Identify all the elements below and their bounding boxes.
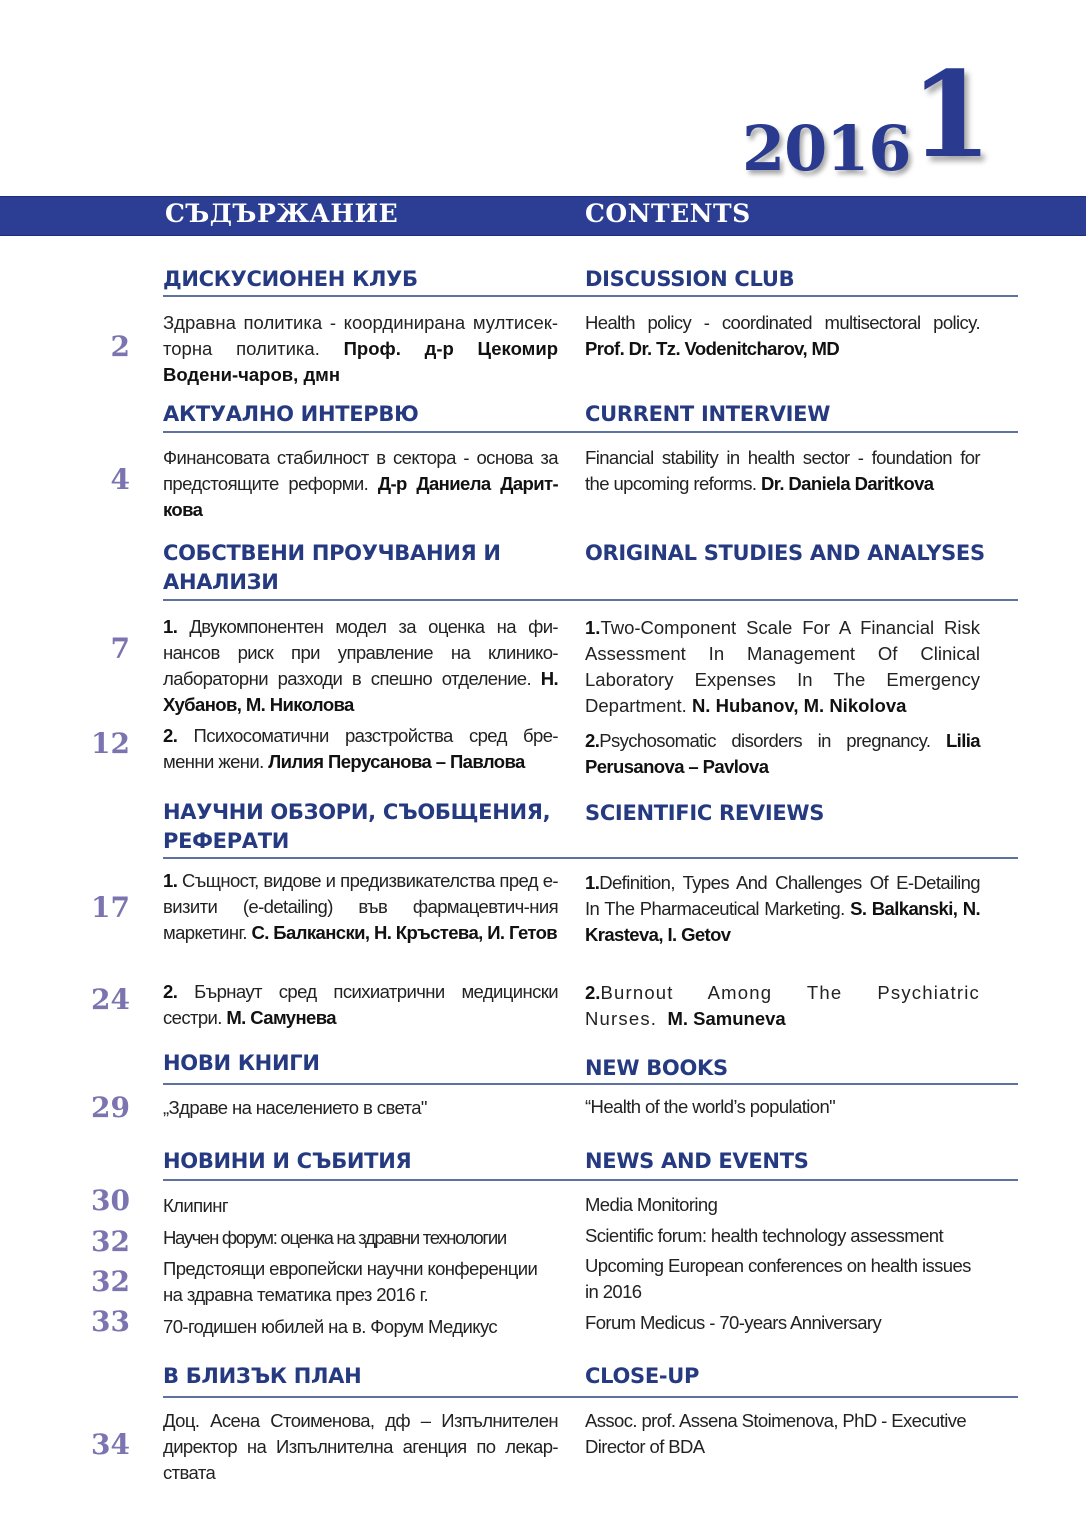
page-number[interactable]: 34 [91,1428,130,1461]
page-number[interactable]: 7 [110,632,130,665]
issue-number: 1 [910,45,993,184]
toc-entry-en[interactable]: Media Monitoring [585,1194,718,1215]
section-heading-bg: НОВИНИ И СЪБИТИЯ [163,1149,412,1173]
section-divider [163,599,585,601]
toc-entry-bg[interactable]: Клипинг [163,1195,229,1216]
entry-title: Психосоматични разстройства сред бре-менни жени. [163,725,558,772]
entry-authors: Lilia Perusanova – Pavlova [585,730,980,777]
entry-authors: S. Balkanski, N. Krasteva, I. Getov [585,898,980,945]
section-divider [585,599,1018,601]
contents-title-bg: СЪДЪРЖАНИЕ [165,199,399,228]
page-number[interactable]: 32 [91,1265,130,1298]
section-divider [585,1396,1018,1398]
entry-number: 1. [585,617,601,638]
toc-entry-en[interactable] [585,980,980,1032]
section-divider [163,295,585,297]
page-number[interactable]: 12 [91,727,130,760]
section-divider [163,431,585,433]
entry-authors: N. Hubanov, M. Nikolova [691,695,907,716]
entry-authors: М. Самунева [226,1007,336,1028]
section-heading-en: NEW BOOKS [585,1056,728,1080]
toc-entry-en[interactable]: Scientific forum: health technology assessment [585,1225,944,1246]
entry-number: 2. [585,730,600,751]
section-heading-bg: НОВИ КНИГИ [163,1051,320,1075]
section-heading-en: CLOSE-UP [585,1364,700,1388]
section-divider [585,431,1018,433]
toc-entry-en[interactable]: “Health of the world’s population" [585,1096,836,1117]
entry-authors: С. Балкански, Н. Кръстева, И. Гетов [251,922,558,943]
page-number[interactable]: 4 [110,463,130,496]
issue-marker [740,45,1000,185]
toc-entry-bg[interactable]: Научен форум: оценка на здравни технологии [163,1227,506,1248]
entry-title: Health policy - coordinated multisectoral policy. [585,312,980,333]
section-divider [585,1179,1018,1181]
section-heading-en: DISCUSSION CLUB [585,267,795,291]
toc-entry-bg[interactable] [163,868,558,946]
entry-authors: Prof. Dr. Tz. Vodenitcharov, MD [585,338,840,359]
section-heading-en: SCIENTIFIC REVIEWS [585,801,825,825]
section-heading-en: ORIGINAL STUDIES AND ANALYSES [585,541,985,565]
toc-entry-en[interactable] [585,310,980,362]
issue-year: 2016 [742,112,911,185]
toc-entry-en[interactable] [585,728,980,780]
section-heading-bg: СОБСТВЕНИ ПРОУЧВАНИЯ И АНАЛИЗИ [163,541,501,594]
page-number[interactable]: 24 [91,983,130,1016]
toc-entry-en[interactable] [585,870,980,948]
entry-authors: Д-р Даниела Дарит-кова [163,473,558,520]
toc-entry-bg[interactable] [163,614,558,718]
section-heading-en: CURRENT INTERVIEW [585,402,831,426]
toc-entry-en[interactable] [585,445,980,497]
entry-title: Двукомпонентен модел за оценка на фи-нансов риск при управление на клинико-лабораторни разходи в спешно отделение. [163,616,558,689]
entry-title: Definition, Types And Challenges Of E-Detailing In The Pharmaceutical Marketing. [585,872,980,919]
entry-authors: Проф. д-р Цекомир Водени-чаров, дмн [163,338,558,385]
entry-title: Psychosomatic disorders in pregnancy. [599,730,946,751]
section-heading-bg: АКТУАЛНО ИНТЕРВЮ [163,402,419,426]
toc-entry-bg[interactable] [163,979,558,1031]
section-heading-bg: В БЛИЗЪК ПЛАН [163,1364,362,1388]
toc-entry-bg[interactable] [163,310,558,388]
section-divider [585,857,1018,859]
toc-entry-en[interactable]: Assoc. prof. Assena Stoimenova, PhD - Executive Director of BDA [585,1410,967,1457]
entry-number: 2. [163,725,178,746]
entry-title: Същност, видове и предизвикателства пред е-визити (e-detailing) във фармацевтич-ния маркетинг. [163,870,558,943]
toc-entry-en[interactable]: Forum Medicus - 70-years Anniversary [585,1312,882,1333]
page-number[interactable]: 2 [110,330,130,363]
section-divider [163,1179,585,1181]
entry-title: Financial stability in health sector - foundation for the upcoming reforms. [585,447,980,494]
section-divider [163,1396,585,1398]
contents-title-en: CONTENTS [585,199,751,228]
entry-title: Burnout Among The Psychiatric Nurses. [585,982,980,1029]
entry-authors: Н. Хубанов, М. Николова [163,668,558,715]
toc-entry-bg[interactable] [163,723,558,775]
toc-entry-en[interactable]: Upcoming European conferences on health issues in 2016 [585,1255,971,1302]
section-divider [163,857,585,859]
entry-number: 2. [585,982,601,1003]
section-heading-en: NEWS AND EVENTS [585,1149,809,1173]
page-number[interactable]: 33 [91,1305,130,1338]
section-heading-bg: ДИСКУСИОНЕН КЛУБ [163,267,418,291]
entry-authors: Лилия Перусанова – Павлова [268,751,525,772]
entry-number: 2. [163,981,178,1002]
page-number[interactable]: 17 [91,891,130,924]
entry-title: Здравна политика - координирана мултисек-торна политика. [163,312,558,359]
entry-authors: M. Samuneva [667,1008,786,1029]
entry-number: 1. [163,870,178,891]
page-number[interactable]: 32 [91,1225,130,1258]
toc-entry-bg[interactable]: Доц. Асена Стоименова, дф – Изпълнителен директор на Изпълнителна агенция по лекар-ствата [163,1410,558,1483]
section-divider [585,1083,1018,1085]
section-divider [163,1083,585,1085]
section-divider [585,295,1018,297]
page-number[interactable]: 29 [91,1091,130,1124]
toc-entry-bg[interactable]: Предстоящи европейски научни конференции на здравна тематика през 2016 г. [163,1258,538,1305]
entry-title: Финансовата стабилност в сектора - основа за предстоящите реформи. [163,447,558,494]
entry-title: Two-Component Scale For A Financial Risk Assessment In Management Of Clinical Laboratory Expenses In The Emergency Department. [585,617,980,716]
entry-authors: Dr. Daniela Daritkova [761,473,934,494]
page-number[interactable]: 30 [91,1184,130,1217]
toc-entry-en[interactable] [585,615,980,719]
entry-number: 1. [585,872,600,893]
toc-entry-bg[interactable]: „Здраве на населението в света" [163,1097,427,1118]
toc-entry-bg[interactable] [163,445,558,523]
contents-header-band [0,196,1086,236]
section-heading-bg: НАУЧНИ ОБЗОРИ, СЪОБЩЕНИЯ, РЕФЕРАТИ [163,800,551,853]
entry-number: 1. [163,616,178,637]
entry-title: Бърнаут сред психиатрични медицински сестри. [163,981,558,1028]
toc-entry-bg[interactable]: 70-годишен юбилей на в. Форум Медикус [163,1316,498,1337]
